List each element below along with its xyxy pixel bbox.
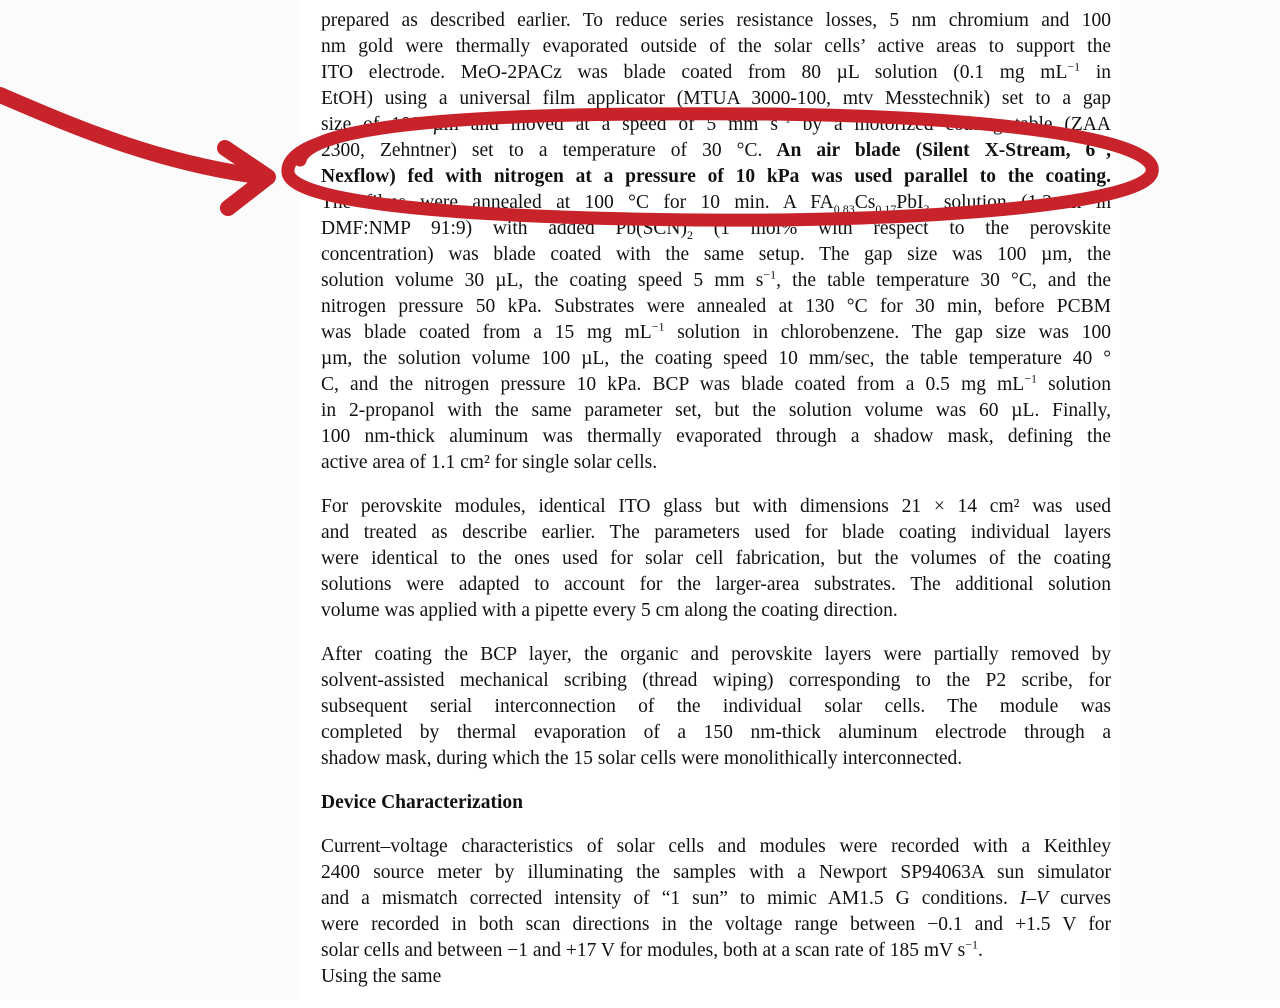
- text-line: active area of 1.1 cm² for single solar cells.: [321, 452, 658, 473]
- text-line: prepared as described earlier. To reduce series resistance losses, 5 nm chromium and 100: [321, 10, 1111, 31]
- text-line: in 2-propanol with the same parameter set, but the solution volume was 60 µL. Finally,: [321, 400, 1111, 421]
- text-line: volume was applied with a pipette every 5 cm along the coating direction.: [321, 600, 898, 621]
- paragraph-methods: [321, 8, 1111, 476]
- page-gutter-left: [0, 0, 300, 1000]
- text-line: and a mismatch corrected intensity of “1 sun” to mimic AM1.5 G conditions. I–V curves: [321, 888, 1111, 909]
- text-line: nitrogen pressure 50 kPa. Substrates were annealed at 130 °C for 30 min, before PCBM: [321, 296, 1111, 317]
- text-line: Current–voltage characteristics of solar cells and modules were recorded with a Keithley: [321, 836, 1111, 857]
- text-line: shadow mask, during which the 15 solar cells were monolithically interconnected.: [321, 748, 963, 769]
- text-line: The films were annealed at 100 °C for 10 min. A $FA_{0.83}Cs_{0.17}PbI_3$ solution (1.3 m in: [321, 192, 1112, 216]
- text-line: solution volume 30 µL, the coating speed 5 mm $s^{-1}$, the table temperature 30 °C, and the: [321, 267, 1111, 291]
- text-line: µm, the solution volume 100 µL, the coating speed 10 mm/sec, the table temperature 40 °: [321, 348, 1111, 369]
- text-line: After coating the BCP layer, the organic and perovskite layers were partially removed by: [321, 644, 1111, 665]
- page-gutter-right: [1120, 0, 1280, 1000]
- text-line: DMF:NMP 91:9) with added $Pb(SCN)_2$ (1 mol% with respect to the perovskite: [321, 218, 1111, 242]
- text-line: solutions were adapted to account for the larger-area substrates. The additional solution: [321, 574, 1111, 595]
- text-line: and treated as describe earlier. The parameters used for blade coating individual layers: [321, 522, 1111, 543]
- paragraph-modules: [321, 494, 1111, 624]
- text-line: 2400 source meter by illuminating the samples with a Newport SP94063A sun simulator: [321, 862, 1111, 883]
- text-line: was blade coated from a 15 mg $mL^{-1}$ solution in chlorobenzene. The gap size was 100: [321, 319, 1111, 343]
- text-line: C, and the nitrogen pressure 10 kPa. BCP was blade coated from a 0.5 mg $mL^{-1}$ solution: [321, 371, 1111, 395]
- paragraph-interconnection: [321, 642, 1111, 772]
- text-line: completed by thermal evaporation of a 150 nm-thick aluminum electrode through a: [321, 722, 1111, 743]
- highlighted-text-line: Nexflow) fed with nitrogen at a pressure of 10 kPa was used parallel to the coating.: [321, 166, 1111, 187]
- text-line: Using the same: [321, 966, 442, 987]
- text-line: 100 nm-thick aluminum was thermally evaporated through a shadow mask, defining the: [321, 426, 1111, 447]
- text-column: [321, 8, 1111, 1008]
- highlighted-text: An air blade (Silent X-Stream, 6",: [762, 140, 1111, 161]
- text-line: size of 100 µm and moved at a speed of 5 mm $s^{-1}$ by a motorized coating table (ZAA: [321, 111, 1111, 135]
- text-line: nm gold were thermally evaporated outside of the solar cells’ active areas to support the: [321, 36, 1111, 57]
- text-line: For perovskite modules, identical ITO glass but with dimensions 21 × 14 cm² was used: [321, 496, 1111, 517]
- section-heading: Device Characterization: [321, 792, 523, 813]
- paragraph-characterization: [321, 834, 1111, 990]
- text-line: ITO electrode. MeO-2PACz was blade coated from 80 µL solution (0.1 mg $mL^{-1}$ in: [321, 59, 1111, 83]
- text-line: solvent-assisted mechanical scribing (thread wiping) corresponding to the P2 scribe, for: [321, 670, 1111, 691]
- text-line: solar cells and between −1 and +17 V for modules, both at a scan rate of 185 mV $s^{-1}$.: [321, 937, 983, 961]
- text-line: subsequent serial interconnection of the individual solar cells. The module was: [321, 696, 1111, 717]
- text-line: concentration) was blade coated with the same setup. The gap size was 100 µm, the: [321, 244, 1111, 265]
- text-line: EtOH) using a universal film applicator (MTUA 3000-100, mtv Messtechnik) set to a gap: [321, 88, 1111, 109]
- text-line: were identical to the ones used for solar cell fabrication, but the volumes of the coating: [321, 548, 1111, 569]
- text-line: 2300, Zehntner) set to a temperature of 30 °C. An air blade (Silent X-Stream, 6",: [321, 140, 1111, 161]
- text-line: were recorded in both scan directions in the voltage range between −0.1 and +1.5 V for: [321, 914, 1111, 935]
